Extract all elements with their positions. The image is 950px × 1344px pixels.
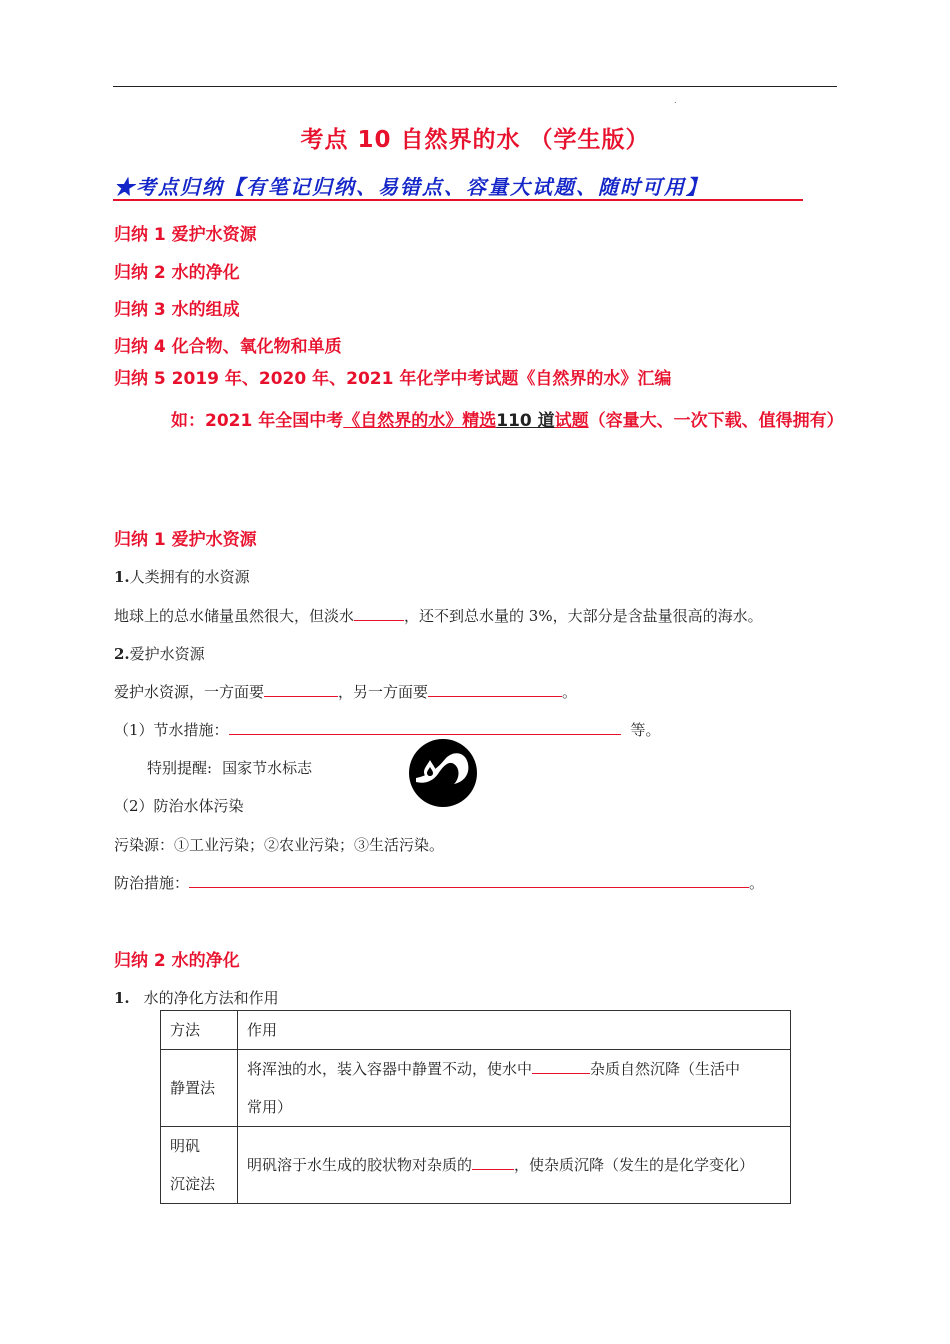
page-title: 考点 10 自然界的水 （学生版） [300, 127, 650, 153]
para2-a: 爱护水资源，一方面要 [114, 683, 265, 701]
section1-heading: 归纳 1 爱护水资源 [114, 530, 257, 550]
special-reminder [147, 757, 312, 778]
blank-settling[interactable] [532, 1059, 590, 1074]
blank-saving-measures[interactable] [229, 720, 621, 735]
method-alum-a: 明矾 [170, 1137, 201, 1155]
promo-tail-link[interactable]: 试题 [554, 411, 589, 431]
prevention-end: 。 [749, 874, 765, 892]
para2-c: 。 [562, 683, 578, 701]
blank-fresh-water[interactable] [354, 606, 404, 621]
section2-sub1 [114, 987, 279, 1008]
prevent-pollution: （2）防治水体污染 [114, 797, 244, 815]
blank-other-side[interactable] [428, 682, 562, 697]
method-settling: 静置法 [161, 1050, 238, 1127]
effect-settling-b: 杂质自然沉降（生活中 [590, 1060, 741, 1078]
promo-prefix: 如：2021 年全国中考 [171, 411, 344, 431]
purification-table [160, 1010, 791, 1204]
item1-end: 等。 [630, 721, 661, 739]
reminder-label: 特别提醒: [147, 759, 213, 777]
nav-item-2[interactable]: 归纳 2 水的净化 [114, 263, 240, 283]
promo-text [114, 403, 844, 440]
promo-suffix: （容量大、一次下载、值得拥有） [588, 411, 844, 431]
nav-item-5[interactable]: 归纳 5 2019 年、2020 年、2021 年化学中考试题《自然界的水》汇编 [114, 369, 672, 389]
nav-item-1[interactable]: 归纳 1 爱护水资源 [114, 225, 257, 245]
effect-settling-c: 常用） [247, 1098, 293, 1116]
sub2-text: 爱护水资源 [129, 645, 205, 663]
prevention-measures [114, 872, 764, 893]
para2-b: ，另一方面要 [338, 683, 429, 701]
effect-settling-a: 将浑浊的水，装入容器中静置不动，使水中 [247, 1060, 533, 1078]
blank-one-side[interactable] [264, 682, 338, 697]
prevention-label: 防治措施： [114, 874, 190, 892]
method-alum-b: 沉淀法 [170, 1175, 216, 1193]
banner-underline [113, 199, 803, 201]
section1-para2 [114, 681, 577, 702]
effect-alum [238, 1127, 791, 1204]
method-alum [161, 1127, 238, 1204]
item1-label: （1）节水措施： [114, 721, 229, 739]
promo-count[interactable]: 110 道 [496, 411, 555, 431]
para1-b: ，还不到总水量的 3%，大部分是含盐量很高的海水。 [404, 607, 763, 625]
effect-alum-a: 明矾溶于水生成的胶状物对杂质的 [247, 1156, 473, 1174]
blank-alum[interactable] [472, 1155, 514, 1170]
para1-a: 地球上的总水储量虽然很大，但淡水 [114, 607, 355, 625]
header-dot: . [674, 96, 677, 105]
s2-sub1-number: 1. [114, 989, 130, 1007]
blank-prevention[interactable] [189, 873, 749, 888]
nav-item-4[interactable]: 归纳 4 化合物、氧化物和单质 [114, 337, 342, 357]
sub1-number: 1. [114, 568, 130, 586]
table-row [161, 1050, 791, 1127]
table-header-effect: 作用 [238, 1011, 791, 1050]
pollution-sources: 污染源：①工业污染；②农业污染；③生活污染。 [114, 836, 445, 854]
table-header-method: 方法 [161, 1011, 238, 1050]
section1-para1 [114, 605, 763, 626]
header-rule [113, 86, 837, 87]
promo-link[interactable]: 《自然界的水》精选 [343, 411, 497, 431]
sub1-text: 人类拥有的水资源 [129, 568, 250, 586]
effect-alum-b: ，使杂质沉降（发生的是化学变化） [514, 1156, 755, 1174]
summary-banner: ★考点归纳【有笔记归纳、易错点、容量大试题、随时可用】 [114, 175, 708, 199]
reminder-text: 国家节水标志 [222, 759, 313, 777]
nav-item-3[interactable]: 归纳 3 水的组成 [114, 300, 240, 320]
section1-sub2 [114, 643, 205, 664]
sub2-number: 2. [114, 645, 130, 663]
effect-settling [238, 1050, 791, 1127]
table-header-row [161, 1011, 791, 1050]
water-saving-measures [114, 719, 661, 740]
water-saving-logo-icon [408, 738, 478, 808]
s2-sub1-text: 水的净化方法和作用 [143, 989, 279, 1007]
section1-sub1 [114, 566, 250, 587]
table-row [161, 1127, 791, 1204]
section2-heading: 归纳 2 水的净化 [114, 951, 240, 971]
